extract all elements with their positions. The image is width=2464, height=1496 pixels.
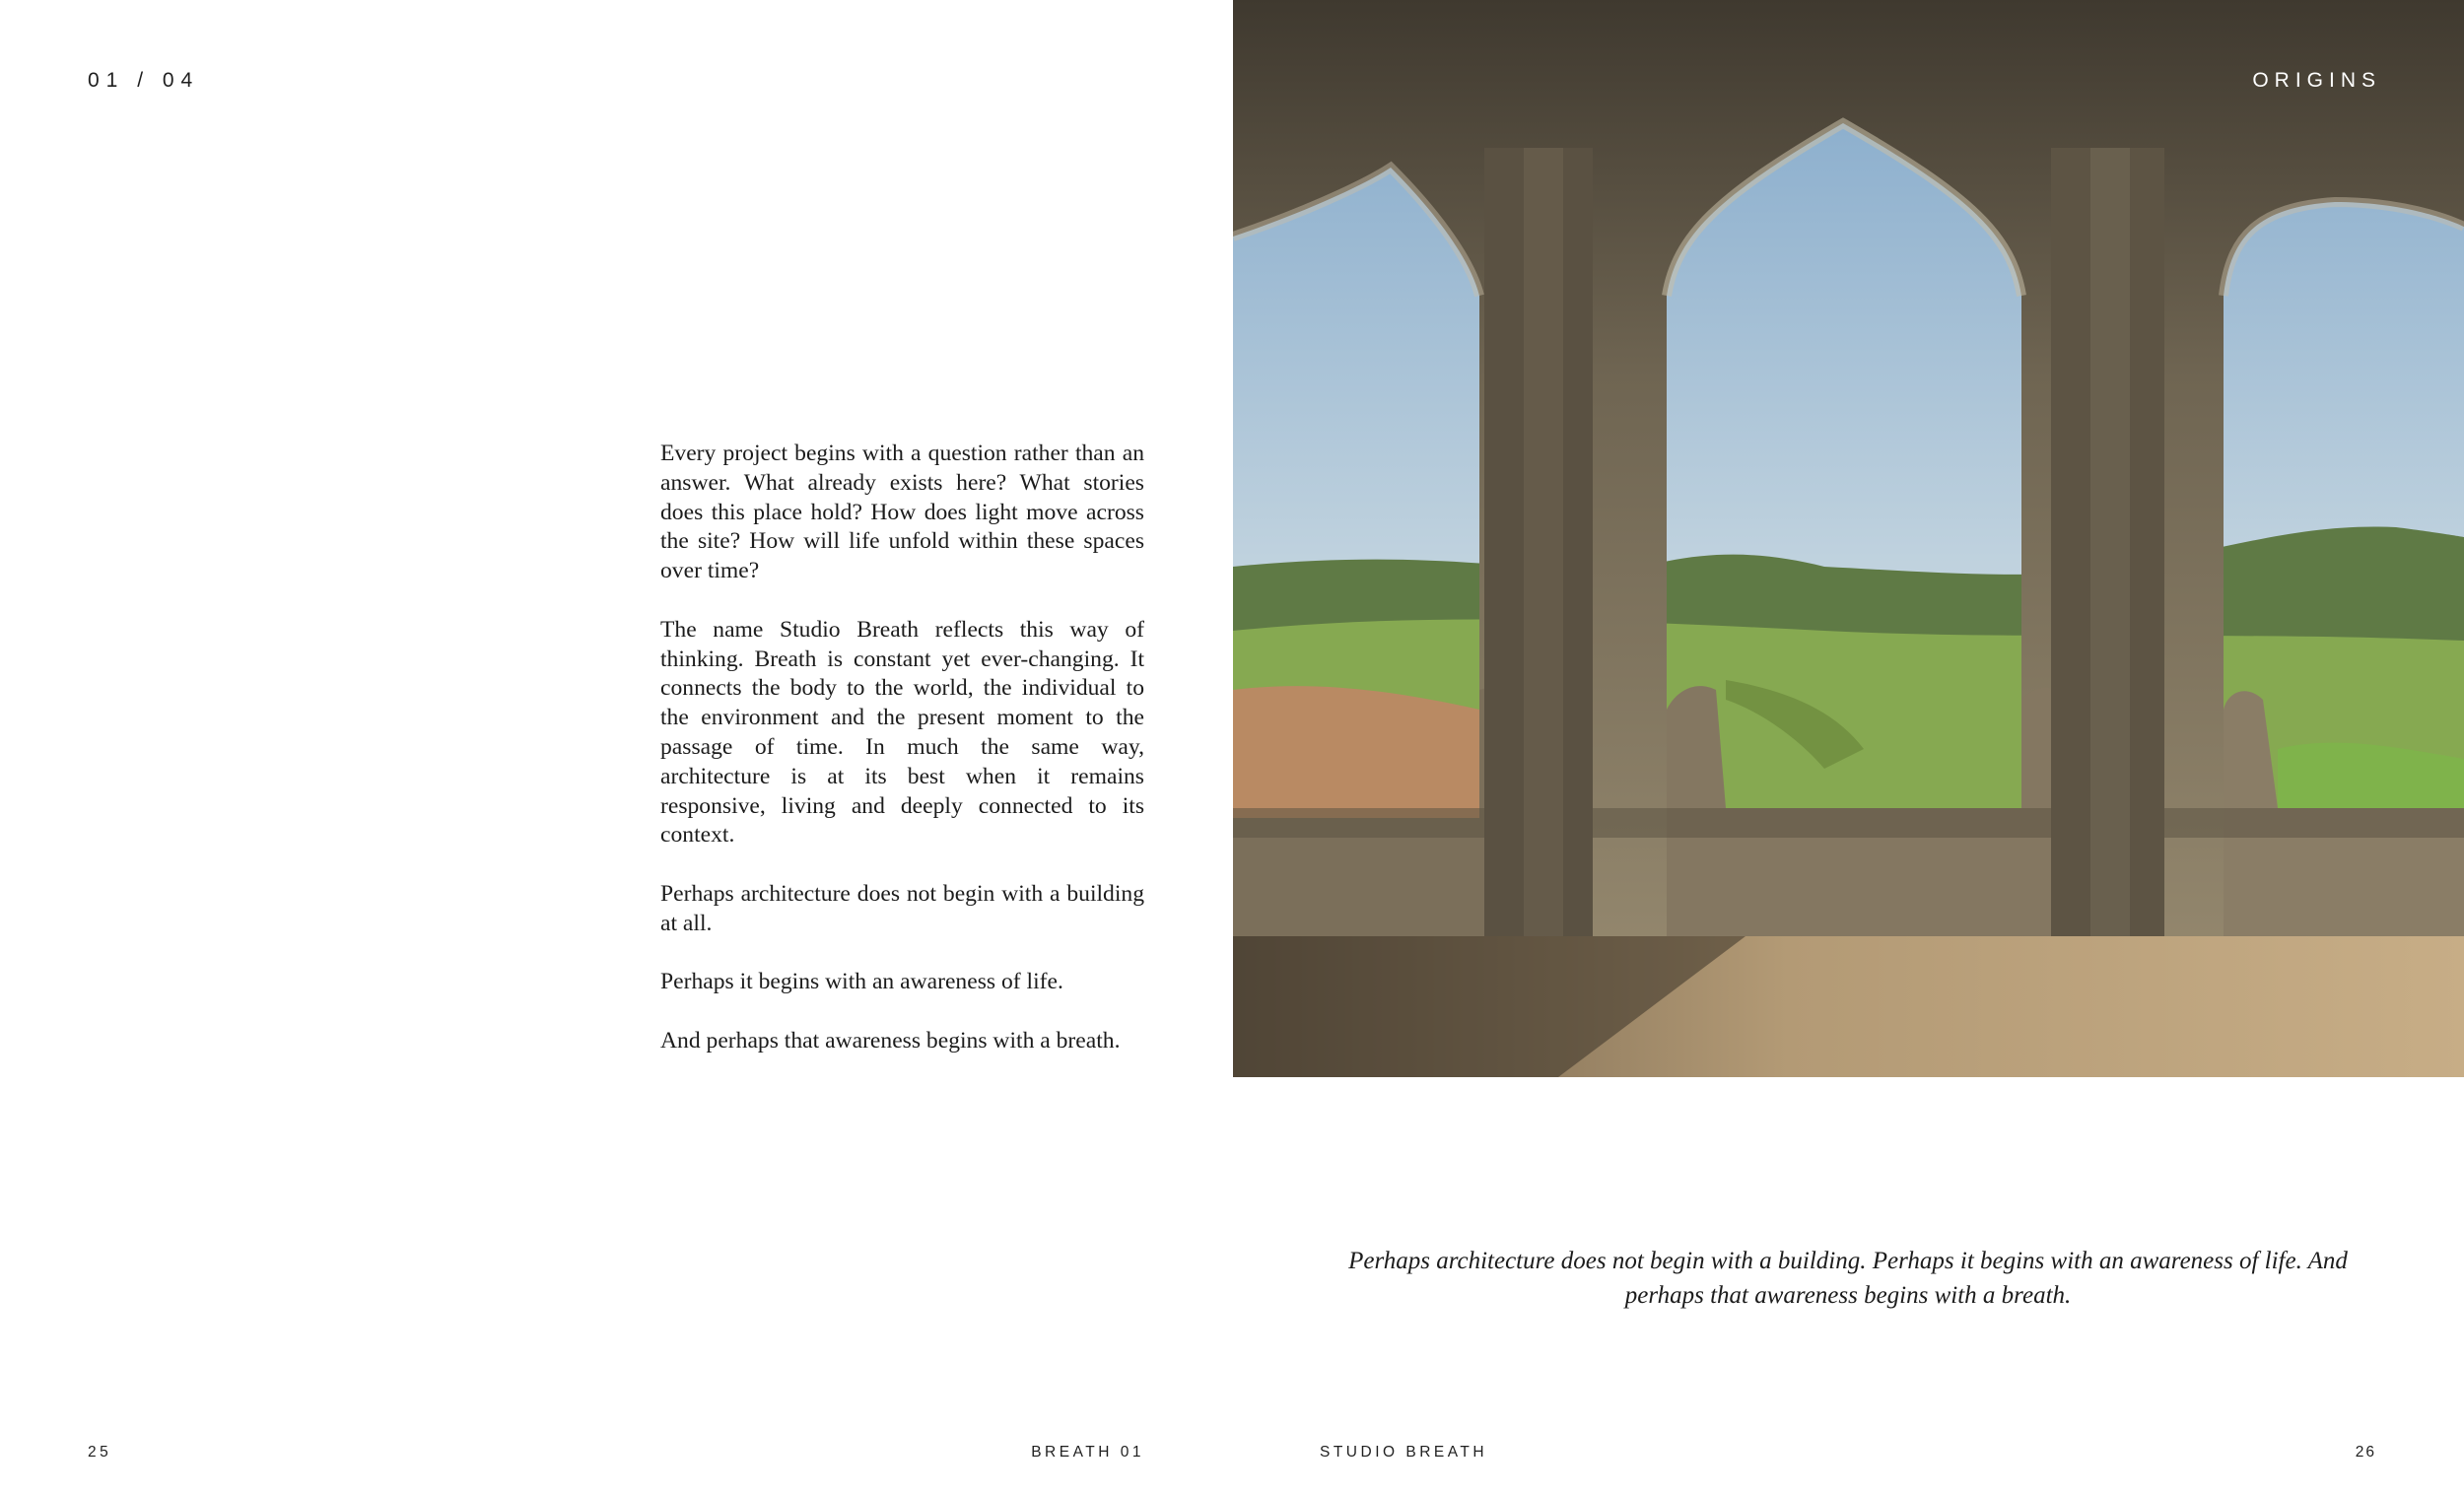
body-paragraph: Every project begins with a question rather than an answer. What already exists here? What stories does this place hold? How does light move across the site? How will life unfold within these spaces over time? xyxy=(660,441,1144,584)
right-running-title: STUDIO BREATH xyxy=(1320,1444,1488,1461)
left-page-number: 25 xyxy=(88,1444,112,1461)
right-page-number: 26 xyxy=(2355,1444,2376,1461)
body-paragraph: And perhaps that awareness begins with a breath. xyxy=(660,1027,1121,1054)
left-running-title: BREATH 01 xyxy=(1031,1444,1144,1461)
article-body xyxy=(660,440,1144,1056)
earth-patch xyxy=(1233,686,1479,818)
photo-caption: Perhaps architecture does not begin with a building. Perhaps it begins with an awareness of life. And perhaps that awareness begins with a breath. xyxy=(1348,1248,2348,1309)
arches-photo xyxy=(1233,0,2464,1077)
body-paragraph: Perhaps it begins with an awareness of life. xyxy=(660,969,1063,995)
body-paragraph: Perhaps architecture does not begin with a building at all. xyxy=(660,880,1144,936)
body-paragraph: The name Studio Breath reflects this way of thinking. Breath is constant yet ever-changing. It connects the body to the world, the individual to the environment and the present moment to the passage of time. In much the same way, architecture is at its best when it remains responsive, living and deeply connected to its context. xyxy=(660,616,1144,849)
section-label: ORIGINS xyxy=(2252,69,2381,92)
section-counter: 01 / 04 xyxy=(88,69,200,92)
